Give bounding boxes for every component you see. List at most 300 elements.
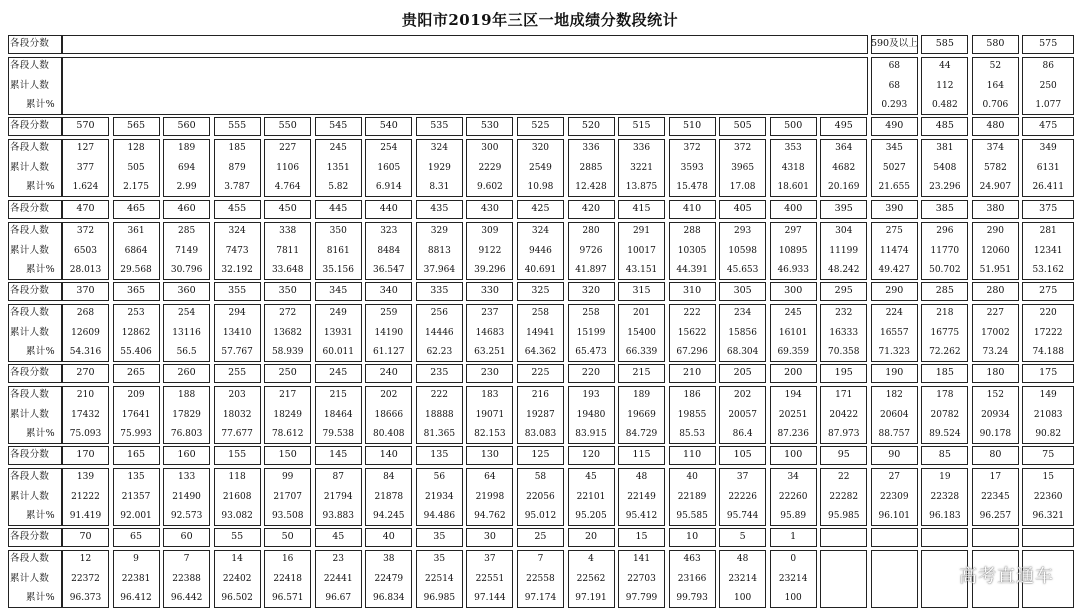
cell-count: 171 bbox=[835, 390, 853, 401]
cell-score: 125 bbox=[531, 449, 550, 460]
cell-score: 495 bbox=[834, 120, 853, 131]
cell-cumulative: 22328 bbox=[930, 491, 960, 502]
cell-percent: 67.296 bbox=[676, 346, 708, 357]
cell-cumulative: 22703 bbox=[627, 573, 656, 584]
cell-count: 52 bbox=[989, 61, 1002, 72]
cell-cumulative: 11199 bbox=[829, 245, 859, 256]
cell-score: 140 bbox=[379, 449, 398, 460]
cell-count: 15 bbox=[1042, 472, 1054, 483]
cell-count: 37 bbox=[484, 554, 496, 565]
cell-score: 20 bbox=[584, 531, 598, 542]
cell-count: 14 bbox=[231, 554, 243, 565]
cell-score: 335 bbox=[430, 285, 449, 296]
cell-count: 336 bbox=[632, 143, 651, 154]
cell-score: 400 bbox=[784, 203, 803, 214]
cell-cumulative: 21794 bbox=[323, 491, 353, 502]
cell-count: 48 bbox=[736, 554, 749, 565]
cell-cumulative: 19669 bbox=[627, 409, 656, 420]
cell-count: 68 bbox=[888, 61, 901, 72]
cell-score: 490 bbox=[885, 120, 904, 131]
cell-cumulative: 19071 bbox=[475, 409, 505, 420]
cell-count: 34 bbox=[787, 472, 799, 483]
cell-count: 202 bbox=[734, 390, 752, 401]
cell-cumulative: 23166 bbox=[677, 573, 707, 584]
cell-count: 323 bbox=[380, 226, 398, 237]
cell-score: 205 bbox=[733, 367, 752, 378]
cell-count: 309 bbox=[481, 226, 499, 237]
cell-score: 525 bbox=[531, 120, 550, 131]
cell-percent: 61.127 bbox=[373, 346, 405, 357]
cell-score: 510 bbox=[683, 120, 702, 131]
cell-count: 304 bbox=[835, 226, 853, 237]
cell-cumulative: 20934 bbox=[981, 409, 1010, 420]
cell-count: 300 bbox=[481, 143, 499, 154]
cell-percent: 96.67 bbox=[325, 592, 352, 603]
cell-cumulative: 164 bbox=[986, 80, 1004, 91]
cell-count: 215 bbox=[329, 390, 347, 401]
cell-percent: 64.362 bbox=[524, 346, 557, 357]
cell-cumulative: 4318 bbox=[781, 162, 805, 173]
cell-score: 15 bbox=[635, 531, 648, 542]
cell-cumulative: 20782 bbox=[930, 409, 960, 420]
cell-count: 381 bbox=[936, 143, 954, 154]
cell-count: 288 bbox=[683, 226, 701, 237]
cell-score: 115 bbox=[632, 449, 651, 460]
cell-cumulative: 5027 bbox=[882, 162, 906, 173]
row-label-cumulative: 累计人数 bbox=[10, 79, 50, 91]
cell-cumulative: 3593 bbox=[680, 162, 704, 173]
cell-cumulative: 694 bbox=[178, 162, 196, 173]
cell-percent: 93.508 bbox=[271, 510, 304, 521]
cell-percent: 13.875 bbox=[625, 181, 658, 192]
cell-percent: 40.691 bbox=[524, 264, 557, 275]
cell-count: 291 bbox=[632, 226, 651, 237]
cell-percent: 96.442 bbox=[170, 592, 203, 603]
cell-count: 296 bbox=[936, 226, 954, 237]
cell-percent: 23.296 bbox=[929, 181, 961, 192]
cell-percent: 62.23 bbox=[426, 346, 453, 357]
cell-cumulative: 7811 bbox=[276, 245, 300, 256]
cell-count: 254 bbox=[178, 308, 196, 319]
empty-value-column-box bbox=[871, 550, 918, 608]
cell-percent: 82.153 bbox=[474, 428, 506, 439]
cell-cumulative: 22260 bbox=[778, 491, 808, 502]
cell-count: 189 bbox=[178, 143, 196, 154]
cell-count: 256 bbox=[430, 308, 448, 319]
cell-cumulative: 5782 bbox=[983, 162, 1007, 173]
cell-cumulative: 6864 bbox=[124, 245, 148, 256]
cell-count: 152 bbox=[986, 390, 1004, 401]
cell-count: 182 bbox=[885, 390, 903, 401]
cell-count: 56 bbox=[433, 472, 446, 483]
cell-score: 260 bbox=[177, 367, 196, 378]
cell-cumulative: 8813 bbox=[427, 245, 451, 256]
cell-cumulative: 12862 bbox=[121, 327, 151, 338]
cell-percent: 68.304 bbox=[726, 346, 759, 357]
cell-cumulative: 68 bbox=[888, 80, 901, 91]
empty-score-header-box bbox=[871, 528, 918, 547]
row-label-cumulative: 累计人数 bbox=[10, 244, 50, 256]
cell-score: 305 bbox=[733, 285, 752, 296]
cell-count: 86 bbox=[1042, 61, 1054, 72]
cell-score: 385 bbox=[935, 203, 954, 214]
cell-percent: 44.391 bbox=[676, 264, 708, 275]
cell-count: 209 bbox=[127, 390, 145, 401]
cell-score: 275 bbox=[1039, 285, 1058, 296]
cell-cumulative: 8161 bbox=[326, 245, 350, 256]
cell-count: 4 bbox=[588, 554, 594, 565]
cell-percent: 9.602 bbox=[477, 181, 503, 192]
cell-cumulative: 20251 bbox=[778, 409, 808, 420]
cell-count: 324 bbox=[228, 226, 246, 237]
cell-score: 240 bbox=[379, 367, 398, 378]
row-label-count: 各段人数 bbox=[10, 471, 50, 483]
cell-percent: 100 bbox=[734, 592, 752, 603]
row-label-percent: 累计% bbox=[26, 509, 55, 521]
cell-count: 203 bbox=[228, 390, 246, 401]
cell-cumulative: 15856 bbox=[728, 327, 757, 338]
cell-count: 290 bbox=[986, 226, 1004, 237]
cell-percent: 45.653 bbox=[726, 264, 759, 275]
cell-score: 310 bbox=[683, 285, 702, 296]
cell-score: 375 bbox=[1039, 203, 1058, 214]
cell-count: 48 bbox=[635, 472, 648, 483]
cell-count: 128 bbox=[127, 143, 145, 154]
cell-cumulative: 21998 bbox=[475, 491, 505, 502]
cell-cumulative: 13410 bbox=[222, 327, 252, 338]
cell-score: 410 bbox=[683, 203, 702, 214]
cell-cumulative: 13682 bbox=[273, 327, 302, 338]
cell-count: 220 bbox=[1039, 308, 1057, 319]
cell-score: 315 bbox=[632, 285, 651, 296]
cell-count: 178 bbox=[936, 390, 954, 401]
cell-count: 216 bbox=[531, 390, 550, 401]
cell-score: 70 bbox=[79, 531, 92, 542]
cell-cumulative: 15199 bbox=[576, 327, 606, 338]
cell-cumulative: 22282 bbox=[829, 491, 859, 502]
cell-cumulative: 22056 bbox=[526, 491, 555, 502]
cell-percent: 58.939 bbox=[271, 346, 304, 357]
cell-score: 1 bbox=[790, 531, 797, 542]
row-label-count: 各段人数 bbox=[10, 553, 50, 565]
cell-score: 135 bbox=[430, 449, 449, 460]
cell-percent: 89.524 bbox=[929, 428, 961, 439]
cell-percent: 60.011 bbox=[322, 346, 354, 357]
cell-percent: 26.411 bbox=[1032, 181, 1064, 192]
cell-score: 270 bbox=[76, 367, 95, 378]
cell-cumulative: 22402 bbox=[222, 573, 252, 584]
empty-header-span bbox=[62, 35, 868, 54]
cell-score: 390 bbox=[885, 203, 904, 214]
cell-count: 7 bbox=[183, 554, 190, 565]
cell-score: 480 bbox=[986, 120, 1005, 131]
cell-percent: 5.82 bbox=[328, 181, 349, 192]
cell-score: 330 bbox=[480, 285, 499, 296]
cell-percent: 96.571 bbox=[271, 592, 304, 603]
cell-count: 183 bbox=[481, 390, 499, 401]
cell-cumulative: 5408 bbox=[933, 162, 957, 173]
cell-percent: 91.419 bbox=[69, 510, 102, 521]
cell-count: 275 bbox=[885, 226, 903, 237]
cell-percent: 57.767 bbox=[221, 346, 253, 357]
cell-count: 324 bbox=[430, 143, 448, 154]
cell-count: 201 bbox=[632, 308, 651, 319]
cell-count: 188 bbox=[178, 390, 196, 401]
cell-count: 293 bbox=[734, 226, 752, 237]
cell-percent: 18.601 bbox=[777, 181, 809, 192]
cell-cumulative: 2549 bbox=[528, 162, 552, 173]
cell-percent: 94.245 bbox=[373, 510, 405, 521]
cell-count: 189 bbox=[632, 390, 651, 401]
cell-percent: 87.973 bbox=[828, 428, 860, 439]
cell-score: 540 bbox=[379, 120, 398, 131]
cell-score: 420 bbox=[581, 203, 601, 214]
cell-count: 222 bbox=[430, 390, 448, 401]
cell-percent: 8.31 bbox=[429, 181, 450, 192]
cell-score: 160 bbox=[177, 449, 196, 460]
cell-score: 220 bbox=[581, 367, 601, 378]
row-label-percent: 累计% bbox=[26, 591, 55, 603]
cell-score: 530 bbox=[480, 120, 499, 131]
cell-percent: 6.914 bbox=[375, 181, 402, 192]
cell-cumulative: 22226 bbox=[728, 491, 757, 502]
cell-cumulative: 15400 bbox=[627, 327, 656, 338]
row-label-score: 各段分数 bbox=[10, 38, 50, 49]
cell-count: 245 bbox=[784, 308, 802, 319]
cell-score: 10 bbox=[686, 531, 699, 542]
cell-percent: 54.316 bbox=[69, 346, 102, 357]
cell-cumulative: 22418 bbox=[273, 573, 302, 584]
cell-cumulative: 17829 bbox=[172, 409, 201, 420]
cell-score: 415 bbox=[632, 203, 651, 214]
cell-score: 505 bbox=[733, 120, 752, 131]
cell-percent: 76.803 bbox=[170, 428, 203, 439]
cell-cumulative: 22551 bbox=[475, 573, 505, 584]
cell-count: 139 bbox=[76, 472, 95, 483]
cell-percent: 41.897 bbox=[575, 264, 607, 275]
cell-score: 520 bbox=[581, 120, 601, 131]
cell-count: 45 bbox=[585, 472, 597, 483]
cell-cumulative: 18032 bbox=[222, 409, 252, 420]
cell-count: 127 bbox=[76, 143, 95, 154]
cell-count: 27 bbox=[888, 472, 901, 483]
cell-cumulative: 9446 bbox=[528, 245, 552, 256]
cell-count: 16 bbox=[281, 554, 294, 565]
cell-percent: 15.478 bbox=[676, 181, 708, 192]
cell-cumulative: 21934 bbox=[425, 491, 454, 502]
cell-percent: 96.412 bbox=[120, 592, 152, 603]
cell-cumulative: 16333 bbox=[829, 327, 859, 338]
cell-percent: 39.296 bbox=[474, 264, 506, 275]
cell-score: 590及以上 bbox=[870, 38, 918, 49]
row-label-percent: 累计% bbox=[26, 427, 55, 439]
cell-cumulative: 10017 bbox=[627, 245, 656, 256]
cell-cumulative: 22149 bbox=[627, 491, 656, 502]
cell-cumulative: 10305 bbox=[677, 245, 707, 256]
cell-cumulative: 22479 bbox=[374, 573, 404, 584]
cell-percent: 100 bbox=[784, 592, 802, 603]
cell-percent: 95.89 bbox=[780, 510, 807, 521]
cell-score: 30 bbox=[483, 531, 496, 542]
cell-count: 118 bbox=[228, 472, 246, 483]
cell-percent: 97.144 bbox=[474, 592, 506, 603]
empty-score-header-box bbox=[1022, 528, 1074, 547]
cell-cumulative: 21608 bbox=[222, 491, 252, 502]
cell-cumulative: 17002 bbox=[981, 327, 1010, 338]
cell-score: 455 bbox=[228, 203, 247, 214]
cell-cumulative: 19287 bbox=[526, 409, 555, 420]
cell-count: 40 bbox=[686, 472, 698, 483]
cell-count: 297 bbox=[784, 226, 802, 237]
cell-score: 405 bbox=[733, 203, 752, 214]
cell-count: 202 bbox=[380, 390, 398, 401]
cell-percent: 84.729 bbox=[625, 428, 658, 439]
cell-cumulative: 7149 bbox=[175, 245, 199, 256]
cell-cumulative: 20057 bbox=[728, 409, 757, 420]
cell-count: 345 bbox=[885, 143, 903, 154]
row-label-score: 各段分数 bbox=[10, 449, 50, 460]
cell-count: 19 bbox=[939, 472, 951, 483]
cell-percent: 96.257 bbox=[979, 510, 1012, 521]
cell-cumulative: 10598 bbox=[728, 245, 757, 256]
cell-score: 485 bbox=[935, 120, 954, 131]
cell-percent: 43.151 bbox=[625, 264, 658, 275]
cell-score: 295 bbox=[834, 285, 853, 296]
row-label-count: 各段人数 bbox=[10, 389, 50, 401]
cell-percent: 46.933 bbox=[777, 264, 809, 275]
cell-count: 259 bbox=[380, 308, 398, 319]
cell-cumulative: 18666 bbox=[374, 409, 404, 420]
cell-percent: 51.951 bbox=[979, 264, 1012, 275]
cell-score: 535 bbox=[430, 120, 449, 131]
cell-count: 99 bbox=[281, 472, 294, 483]
cell-percent: 97.174 bbox=[524, 592, 557, 603]
cell-percent: 63.251 bbox=[474, 346, 506, 357]
cell-count: 9 bbox=[133, 554, 139, 565]
cell-cumulative: 22345 bbox=[981, 491, 1010, 502]
cell-cumulative: 22372 bbox=[71, 573, 100, 584]
cell-percent: 4.764 bbox=[274, 181, 301, 192]
cell-percent: 30.796 bbox=[170, 264, 203, 275]
cell-percent: 2.175 bbox=[123, 181, 149, 192]
cell-score: 155 bbox=[228, 449, 247, 460]
cell-cumulative: 6131 bbox=[1036, 162, 1060, 173]
cell-count: 336 bbox=[582, 143, 600, 154]
row-label-cumulative: 累计人数 bbox=[10, 161, 50, 173]
cell-count: 149 bbox=[1039, 390, 1057, 401]
cell-percent: 86.4 bbox=[732, 428, 753, 439]
cell-cumulative: 11474 bbox=[879, 245, 909, 256]
cell-score: 515 bbox=[632, 120, 651, 131]
cell-count: 232 bbox=[835, 308, 853, 319]
row-label-score: 各段分数 bbox=[10, 367, 50, 378]
cell-cumulative: 23214 bbox=[778, 573, 808, 584]
cell-score: 165 bbox=[126, 449, 146, 460]
cell-cumulative: 22562 bbox=[576, 573, 606, 584]
cell-cumulative: 21490 bbox=[172, 491, 201, 502]
cell-percent: 12.428 bbox=[575, 181, 607, 192]
cell-percent: 3.787 bbox=[224, 181, 251, 192]
cell-count: 135 bbox=[127, 472, 145, 483]
cell-score: 365 bbox=[126, 285, 146, 296]
cell-cumulative: 11770 bbox=[930, 245, 960, 256]
cell-percent: 92.001 bbox=[120, 510, 152, 521]
cell-percent: 29.568 bbox=[120, 264, 152, 275]
cell-percent: 56.5 bbox=[176, 346, 197, 357]
cell-cumulative: 14683 bbox=[475, 327, 505, 338]
cell-score: 465 bbox=[126, 203, 146, 214]
cell-cumulative: 20422 bbox=[829, 409, 859, 420]
cell-cumulative: 879 bbox=[228, 162, 246, 173]
cell-cumulative: 9122 bbox=[478, 245, 502, 256]
cell-count: 64 bbox=[484, 472, 496, 483]
cell-score: 460 bbox=[177, 203, 196, 214]
cell-score: 190 bbox=[885, 367, 904, 378]
cell-score: 75 bbox=[1042, 449, 1055, 460]
cell-cumulative: 12609 bbox=[71, 327, 100, 338]
cell-percent: 53.162 bbox=[1032, 264, 1064, 275]
cell-count: 294 bbox=[228, 308, 246, 319]
cell-percent: 96.502 bbox=[221, 592, 253, 603]
cell-score: 60 bbox=[180, 531, 193, 542]
cell-count: 237 bbox=[481, 308, 499, 319]
cell-count: 22 bbox=[838, 472, 850, 483]
cell-percent: 36.547 bbox=[373, 264, 405, 275]
cell-count: 281 bbox=[1039, 226, 1057, 237]
cell-score: 235 bbox=[430, 367, 449, 378]
cell-score: 280 bbox=[986, 285, 1005, 296]
cell-count: 217 bbox=[279, 390, 297, 401]
cell-count: 463 bbox=[683, 554, 701, 565]
cell-cumulative: 17641 bbox=[121, 409, 151, 420]
cell-score: 550 bbox=[278, 120, 297, 131]
cell-score: 395 bbox=[834, 203, 853, 214]
cell-cumulative: 21357 bbox=[121, 491, 151, 502]
cell-cumulative: 377 bbox=[76, 162, 95, 173]
cell-score: 65 bbox=[130, 531, 143, 542]
cell-count: 35 bbox=[433, 554, 446, 565]
cell-count: 245 bbox=[329, 143, 347, 154]
cell-score: 560 bbox=[177, 120, 196, 131]
cell-cumulative: 22360 bbox=[1033, 491, 1063, 502]
cell-cumulative: 14190 bbox=[374, 327, 404, 338]
empty-score-header-box bbox=[820, 528, 867, 547]
cell-count: 329 bbox=[430, 226, 448, 237]
cell-cumulative: 8484 bbox=[377, 245, 401, 256]
cell-cumulative: 3965 bbox=[731, 162, 755, 173]
cell-percent: 94.486 bbox=[423, 510, 456, 521]
cell-percent: 96.373 bbox=[69, 592, 102, 603]
cell-count: 12 bbox=[79, 554, 92, 565]
row-label-cumulative: 累计人数 bbox=[10, 490, 50, 502]
cell-percent: 0.293 bbox=[881, 99, 908, 110]
cell-score: 95 bbox=[837, 449, 850, 460]
cell-count: 224 bbox=[885, 308, 903, 319]
cell-count: 141 bbox=[632, 554, 651, 565]
cell-cumulative: 14446 bbox=[425, 327, 454, 338]
cell-score: 35 bbox=[433, 531, 446, 542]
cell-score: 500 bbox=[784, 120, 803, 131]
cell-percent: 94.762 bbox=[474, 510, 506, 521]
cell-percent: 95.985 bbox=[828, 510, 860, 521]
cell-score: 285 bbox=[935, 285, 954, 296]
row-label-count: 各段人数 bbox=[10, 307, 50, 319]
row-label-count: 各段人数 bbox=[10, 225, 50, 237]
cell-percent: 93.082 bbox=[221, 510, 253, 521]
cell-score: 255 bbox=[228, 367, 247, 378]
row-label-score: 各段分数 bbox=[10, 203, 50, 214]
cell-score: 5 bbox=[739, 531, 746, 542]
